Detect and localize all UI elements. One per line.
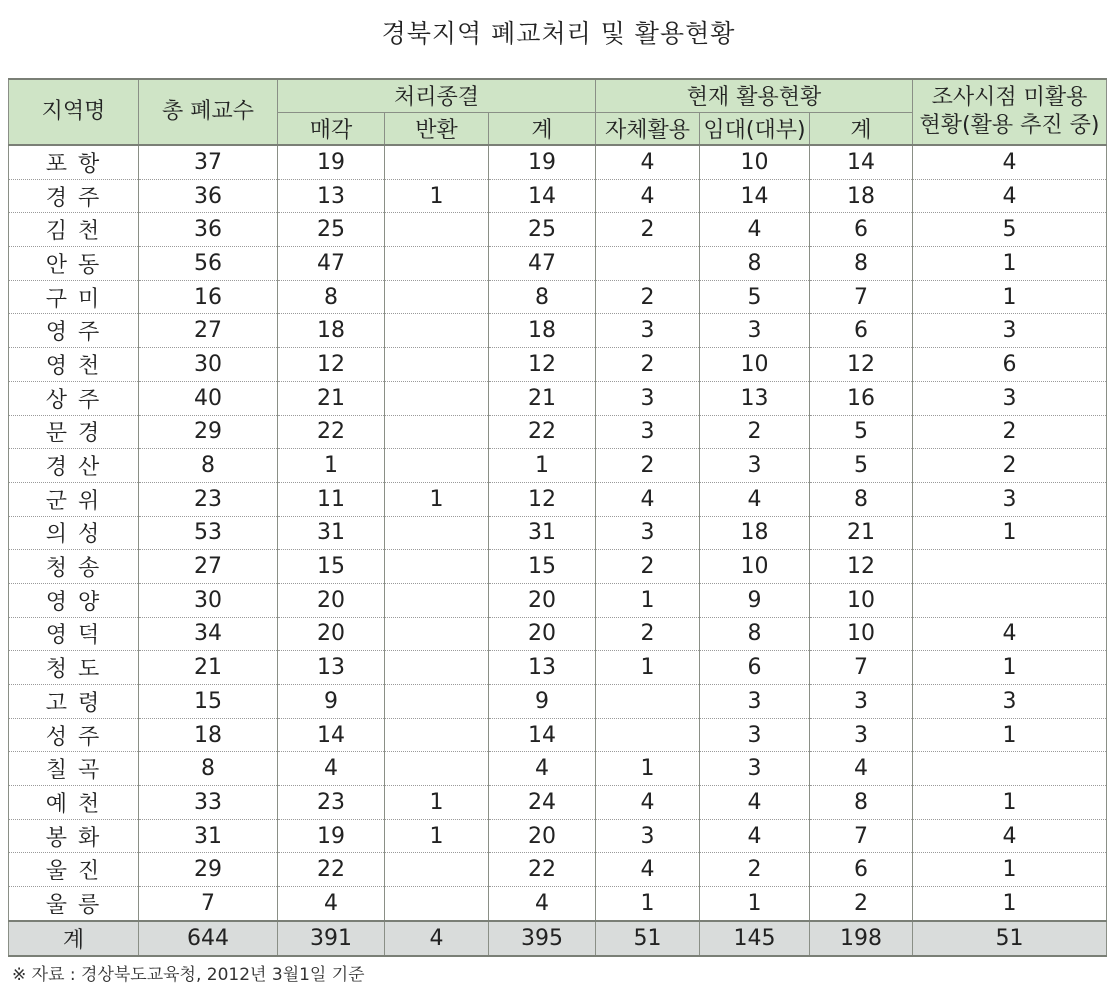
cell-usage-lease: 10 [700, 348, 810, 382]
cell-disposal-sale: 19 [278, 145, 385, 179]
cell-unused: 1 [913, 887, 1107, 921]
cell-unused: 1 [913, 718, 1107, 752]
header-unused [913, 79, 1107, 145]
cell-usage-lease: 10 [700, 550, 810, 584]
cell-unused: 1 [913, 651, 1107, 685]
cell-disposal-sale: 31 [278, 516, 385, 550]
cell-usage-sum: 12 [810, 348, 913, 382]
cell-disposal-sum: 22 [489, 853, 596, 887]
cell-disposal-return: 1 [385, 786, 489, 820]
cell-disposal-return [385, 550, 489, 584]
cell-disposal-sale: 4 [278, 752, 385, 786]
total-cell-region: 계 [9, 921, 139, 956]
cell-unused [913, 752, 1107, 786]
table-row [9, 145, 1107, 179]
cell-disposal-return: 1 [385, 179, 489, 213]
cell-usage-lease: 6 [700, 651, 810, 685]
cell-total-closed: 27 [139, 314, 278, 348]
cell-usage-sum: 12 [810, 550, 913, 584]
cell-total-closed: 37 [139, 145, 278, 179]
cell-region: 영 천 [9, 348, 139, 382]
table-row [9, 651, 1107, 685]
cell-total-closed: 53 [139, 516, 278, 550]
cell-disposal-sum: 47 [489, 247, 596, 281]
cell-total-closed: 31 [139, 819, 278, 853]
cell-disposal-return: 1 [385, 819, 489, 853]
cell-usage-sum: 3 [810, 685, 913, 719]
cell-unused: 6 [913, 348, 1107, 382]
cell-usage-self [596, 718, 700, 752]
cell-usage-sum: 6 [810, 213, 913, 247]
table-row [9, 887, 1107, 921]
cell-disposal-return [385, 314, 489, 348]
cell-usage-self: 2 [596, 348, 700, 382]
header-usage-group: 현재 활용현황 [596, 79, 913, 112]
cell-usage-self: 1 [596, 651, 700, 685]
cell-disposal-sum: 31 [489, 516, 596, 550]
table-row [9, 718, 1107, 752]
cell-disposal-sale: 20 [278, 617, 385, 651]
cell-usage-self: 2 [596, 449, 700, 483]
cell-usage-lease: 18 [700, 516, 810, 550]
cell-disposal-sale: 15 [278, 550, 385, 584]
cell-region: 문 경 [9, 415, 139, 449]
cell-total-closed: 30 [139, 583, 278, 617]
cell-disposal-sum: 25 [489, 213, 596, 247]
cell-total-closed: 30 [139, 348, 278, 382]
cell-unused: 4 [913, 617, 1107, 651]
cell-unused: 3 [913, 685, 1107, 719]
cell-usage-sum: 7 [810, 819, 913, 853]
cell-unused: 2 [913, 415, 1107, 449]
table-row [9, 348, 1107, 382]
cell-disposal-sale: 47 [278, 247, 385, 281]
cell-usage-self: 3 [596, 314, 700, 348]
cell-total-closed: 40 [139, 381, 278, 415]
cell-usage-lease: 3 [700, 449, 810, 483]
header-unused-line1: 조사시점 미활용 [931, 85, 1088, 110]
cell-total-closed: 56 [139, 247, 278, 281]
header-total-closed: 총 폐교수 [139, 79, 278, 145]
source-note: ※ 자료 : 경상북도교육청, 2012년 3월1일 기준 [12, 965, 365, 985]
table-row [9, 786, 1107, 820]
table-row [9, 179, 1107, 213]
cell-disposal-return [385, 415, 489, 449]
cell-disposal-sum: 20 [489, 617, 596, 651]
cell-usage-sum: 5 [810, 415, 913, 449]
cell-region: 칠 곡 [9, 752, 139, 786]
header-usage-self: 자체활용 [596, 112, 700, 145]
total-cell-disposal-sale: 391 [278, 921, 385, 956]
cell-region: 포 항 [9, 145, 139, 179]
cell-disposal-return [385, 247, 489, 281]
cell-usage-lease: 1 [700, 887, 810, 921]
cell-disposal-sum: 4 [489, 752, 596, 786]
cell-disposal-sale: 9 [278, 685, 385, 719]
cell-usage-sum: 8 [810, 247, 913, 281]
cell-disposal-sum: 22 [489, 415, 596, 449]
cell-region: 경 주 [9, 179, 139, 213]
cell-region: 청 도 [9, 651, 139, 685]
cell-usage-sum: 8 [810, 786, 913, 820]
cell-disposal-return [385, 449, 489, 483]
table-row [9, 415, 1107, 449]
cell-region: 의 성 [9, 516, 139, 550]
cell-usage-lease: 3 [700, 718, 810, 752]
header-disposal-sum: 계 [489, 112, 596, 145]
cell-usage-self: 4 [596, 853, 700, 887]
total-cell-usage-lease: 145 [700, 921, 810, 956]
cell-region: 상 주 [9, 381, 139, 415]
cell-usage-lease: 4 [700, 786, 810, 820]
table-row [9, 583, 1107, 617]
cell-disposal-sale: 13 [278, 179, 385, 213]
cell-usage-lease: 8 [700, 617, 810, 651]
cell-disposal-sale: 13 [278, 651, 385, 685]
cell-usage-self: 1 [596, 583, 700, 617]
cell-usage-self: 4 [596, 482, 700, 516]
table-row [9, 280, 1107, 314]
cell-usage-self: 1 [596, 752, 700, 786]
cell-region: 영 양 [9, 583, 139, 617]
cell-usage-sum: 8 [810, 482, 913, 516]
cell-region: 봉 화 [9, 819, 139, 853]
header-disposal-sale: 매각 [278, 112, 385, 145]
cell-disposal-sale: 23 [278, 786, 385, 820]
cell-total-closed: 34 [139, 617, 278, 651]
cell-disposal-sale: 18 [278, 314, 385, 348]
cell-unused: 5 [913, 213, 1107, 247]
cell-disposal-sale: 20 [278, 583, 385, 617]
cell-disposal-return [385, 516, 489, 550]
cell-total-closed: 16 [139, 280, 278, 314]
cell-unused: 1 [913, 280, 1107, 314]
cell-usage-lease: 3 [700, 685, 810, 719]
cell-region: 구 미 [9, 280, 139, 314]
table-header [9, 79, 1107, 145]
cell-disposal-sale: 22 [278, 415, 385, 449]
cell-disposal-return [385, 145, 489, 179]
total-row [9, 921, 1107, 956]
table-row [9, 247, 1107, 281]
cell-disposal-sale: 4 [278, 887, 385, 921]
total-cell-disposal-return: 4 [385, 921, 489, 956]
cell-disposal-return [385, 718, 489, 752]
total-cell-total-closed: 644 [139, 921, 278, 956]
cell-usage-self: 4 [596, 145, 700, 179]
cell-total-closed: 23 [139, 482, 278, 516]
cell-usage-self: 2 [596, 280, 700, 314]
header-unused-line2: 현황(활용 추진 중) [919, 113, 1100, 138]
cell-usage-lease: 2 [700, 415, 810, 449]
cell-disposal-sale: 21 [278, 381, 385, 415]
cell-disposal-sale: 8 [278, 280, 385, 314]
cell-disposal-sum: 15 [489, 550, 596, 584]
cell-usage-sum: 18 [810, 179, 913, 213]
cell-disposal-return [385, 853, 489, 887]
cell-total-closed: 36 [139, 179, 278, 213]
cell-disposal-sale: 19 [278, 819, 385, 853]
cell-region: 군 위 [9, 482, 139, 516]
cell-disposal-sum: 20 [489, 583, 596, 617]
cell-disposal-sum: 12 [489, 482, 596, 516]
cell-usage-self: 3 [596, 381, 700, 415]
table-body [9, 145, 1107, 956]
cell-region: 울 진 [9, 853, 139, 887]
cell-usage-sum: 7 [810, 651, 913, 685]
cell-usage-lease: 10 [700, 145, 810, 179]
cell-disposal-return [385, 685, 489, 719]
table-row [9, 617, 1107, 651]
cell-usage-self: 2 [596, 617, 700, 651]
cell-usage-sum: 6 [810, 853, 913, 887]
cell-usage-sum: 3 [810, 718, 913, 752]
cell-unused [913, 583, 1107, 617]
table-row [9, 550, 1107, 584]
cell-disposal-return [385, 280, 489, 314]
cell-disposal-sum: 13 [489, 651, 596, 685]
cell-disposal-return [385, 381, 489, 415]
cell-usage-lease: 8 [700, 247, 810, 281]
cell-total-closed: 29 [139, 853, 278, 887]
cell-unused: 4 [913, 145, 1107, 179]
cell-usage-sum: 6 [810, 314, 913, 348]
cell-unused: 1 [913, 853, 1107, 887]
cell-usage-sum: 4 [810, 752, 913, 786]
header-disposal-return: 반환 [385, 112, 489, 145]
cell-region: 예 천 [9, 786, 139, 820]
table-row [9, 482, 1107, 516]
cell-disposal-sale: 14 [278, 718, 385, 752]
cell-usage-lease: 2 [700, 853, 810, 887]
cell-usage-self: 3 [596, 516, 700, 550]
cell-total-closed: 18 [139, 718, 278, 752]
cell-disposal-sum: 19 [489, 145, 596, 179]
header-disposal-group: 처리종결 [278, 79, 596, 112]
cell-usage-lease: 3 [700, 752, 810, 786]
cell-total-closed: 27 [139, 550, 278, 584]
table-row [9, 819, 1107, 853]
header-usage-sum: 계 [810, 112, 913, 145]
table-row [9, 516, 1107, 550]
cell-usage-sum: 10 [810, 583, 913, 617]
header-usage-lease: 임대(대부) [700, 112, 810, 145]
cell-region: 영 덕 [9, 617, 139, 651]
cell-unused [913, 550, 1107, 584]
cell-disposal-return [385, 348, 489, 382]
cell-unused: 1 [913, 516, 1107, 550]
header-region: 지역명 [9, 79, 139, 145]
cell-usage-self: 2 [596, 213, 700, 247]
cell-usage-sum: 16 [810, 381, 913, 415]
cell-usage-sum: 7 [810, 280, 913, 314]
table-row [9, 853, 1107, 887]
cell-unused: 2 [913, 449, 1107, 483]
cell-unused: 3 [913, 314, 1107, 348]
cell-total-closed: 36 [139, 213, 278, 247]
cell-usage-self [596, 247, 700, 281]
cell-usage-lease: 14 [700, 179, 810, 213]
cell-disposal-sale: 11 [278, 482, 385, 516]
cell-disposal-sum: 14 [489, 718, 596, 752]
cell-usage-lease: 5 [700, 280, 810, 314]
table-row [9, 752, 1107, 786]
cell-region: 고 령 [9, 685, 139, 719]
cell-unused: 1 [913, 786, 1107, 820]
cell-region: 김 천 [9, 213, 139, 247]
total-cell-unused: 51 [913, 921, 1107, 956]
cell-usage-sum: 10 [810, 617, 913, 651]
table-row [9, 685, 1107, 719]
cell-unused: 3 [913, 381, 1107, 415]
cell-total-closed: 8 [139, 449, 278, 483]
cell-usage-self [596, 685, 700, 719]
cell-usage-lease: 13 [700, 381, 810, 415]
cell-total-closed: 29 [139, 415, 278, 449]
cell-unused: 4 [913, 819, 1107, 853]
table-row [9, 213, 1107, 247]
cell-usage-sum: 2 [810, 887, 913, 921]
cell-total-closed: 15 [139, 685, 278, 719]
cell-usage-self: 3 [596, 415, 700, 449]
cell-usage-lease: 4 [700, 819, 810, 853]
cell-region: 영 주 [9, 314, 139, 348]
cell-region: 울 릉 [9, 887, 139, 921]
cell-region: 청 송 [9, 550, 139, 584]
cell-usage-sum: 5 [810, 449, 913, 483]
cell-disposal-sum: 8 [489, 280, 596, 314]
cell-usage-self: 4 [596, 786, 700, 820]
cell-unused: 3 [913, 482, 1107, 516]
table-title: 경북지역 폐교처리 및 활용현황 [381, 19, 736, 48]
cell-unused: 1 [913, 247, 1107, 281]
table-row [9, 314, 1107, 348]
table-row [9, 381, 1107, 415]
cell-usage-self: 1 [596, 887, 700, 921]
cell-disposal-sum: 18 [489, 314, 596, 348]
cell-total-closed: 8 [139, 752, 278, 786]
cell-usage-lease: 9 [700, 583, 810, 617]
table-row [9, 449, 1107, 483]
cell-disposal-return: 1 [385, 482, 489, 516]
cell-disposal-return [385, 651, 489, 685]
cell-disposal-sum: 1 [489, 449, 596, 483]
cell-disposal-sale: 22 [278, 853, 385, 887]
cell-disposal-sum: 24 [489, 786, 596, 820]
cell-total-closed: 33 [139, 786, 278, 820]
cell-disposal-sum: 20 [489, 819, 596, 853]
closed-schools-table [8, 78, 1107, 957]
cell-usage-self: 2 [596, 550, 700, 584]
cell-disposal-return [385, 617, 489, 651]
total-cell-disposal-sum: 395 [489, 921, 596, 956]
cell-usage-self: 3 [596, 819, 700, 853]
cell-disposal-sum: 12 [489, 348, 596, 382]
cell-usage-lease: 4 [700, 482, 810, 516]
cell-region: 성 주 [9, 718, 139, 752]
cell-disposal-return [385, 887, 489, 921]
cell-disposal-sale: 1 [278, 449, 385, 483]
cell-usage-sum: 21 [810, 516, 913, 550]
total-cell-usage-sum: 198 [810, 921, 913, 956]
cell-disposal-return [385, 752, 489, 786]
cell-disposal-sale: 12 [278, 348, 385, 382]
cell-disposal-sum: 9 [489, 685, 596, 719]
cell-usage-sum: 14 [810, 145, 913, 179]
cell-disposal-return [385, 213, 489, 247]
cell-disposal-sum: 4 [489, 887, 596, 921]
cell-usage-lease: 3 [700, 314, 810, 348]
cell-total-closed: 7 [139, 887, 278, 921]
cell-disposal-return [385, 583, 489, 617]
cell-disposal-sum: 21 [489, 381, 596, 415]
cell-region: 안 동 [9, 247, 139, 281]
cell-usage-self: 4 [596, 179, 700, 213]
cell-region: 경 산 [9, 449, 139, 483]
total-cell-usage-self: 51 [596, 921, 700, 956]
cell-unused: 4 [913, 179, 1107, 213]
cell-usage-lease: 4 [700, 213, 810, 247]
cell-total-closed: 21 [139, 651, 278, 685]
cell-disposal-sale: 25 [278, 213, 385, 247]
cell-disposal-sum: 14 [489, 179, 596, 213]
